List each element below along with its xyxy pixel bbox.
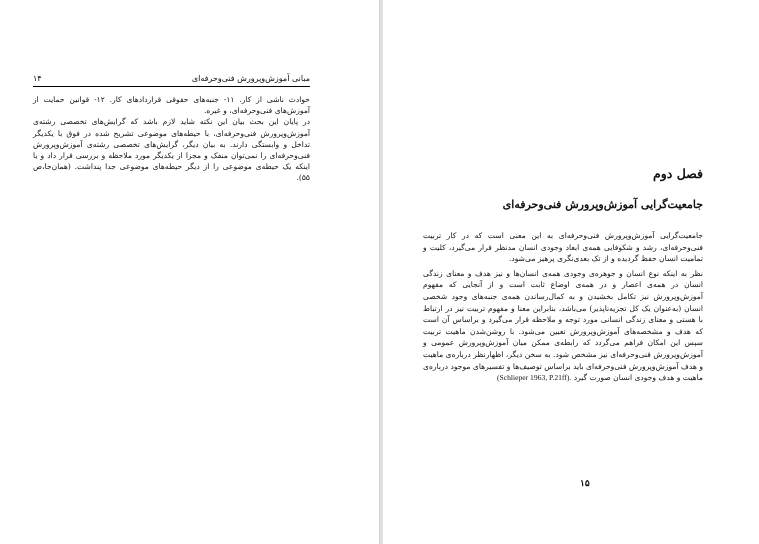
running-head: [33, 74, 310, 87]
paragraph-text: نظر به اینکه نوع انسان و جوهره‌ی وجودی همه‌ی انسان‌ها و نیز هدف و معنای زندگی انسان در همه‌ی اعصار و در همه‌ی اوضاع ثابت است و از آنجایی که مفهوم آموزش‌وپرورش نیز تکامل بخشیدن و به کمال‌رساندن همه‌ی جنبه‌های وجود شخصی انسان (به‌عنوان یک کل تجزیه‌ناپذیر) می‌باشد، بنابراین معنا و مفهوم تربیت نیز در ارتباط با هستی و معنای زندگی انسانی مورد توجه و ملاحظه قرار می‌گیرد و براساس آن است که هدف و مشخصه‌های آموزش‌وپرورش تعیین می‌شود. با روشن‌شدن ماهیت تربیت سپس این امکان فراهم می‌گردد که رابطه‌ی ممکن میان آموزش‌وپرورش عمومی و آموزش‌وپرورش فنی‌وحرفه‌ای نیز مشخص شود. به سخن دیگر، اظهارنظر درباره‌ی ماهیت و هدف آموزش‌وپرورش فنی‌وحرفه‌ای باید براساس توصیف‌ها و تفسیرهای موجود درباره‌ی ماهیت و هدف وجودی انسان صورت گیرد: [423, 268, 703, 383]
paragraph: جامعیت‌گرایی آموزش‌وپرورش فنی‌وحرفه‌ای به این معنی است که در کار تربیت فنی‌وحرفه‌ای، رشد و شکوفایی همه‌ی ابعاد وجودی انسان مدنظر قرار می‌گیرد، کلیت و تمامیت انسان حفظ گردیده و از تک بعدی‌نگری پرهیز می‌شود.: [423, 231, 703, 264]
running-head-title: مبانی آموزش‌وپرورش فنی‌وحرفه‌ای: [191, 74, 310, 83]
chapter-label: فصل دوم: [653, 166, 703, 181]
page-number: ۱۵: [580, 479, 590, 489]
running-head-page-number: ۱۴: [33, 74, 42, 83]
right-page-body: [423, 230, 703, 387]
right-page: [383, 0, 759, 544]
left-page: [0, 0, 379, 544]
paragraph: حوادث ناشی از کار. ۱۱- جنبه‌های حقوقی قراردادهای کار. ۱۲- قوانین حمایت از آموزش‌های فنی‌وحرفه‌ای، و غیره.: [33, 95, 310, 116]
chapter-title: جامعیت‌گرایی آموزش‌وپرورش فنی‌وحرفه‌ای: [502, 198, 703, 211]
paragraph: در پایان این بحث بیان این نکته شاید لازم باشد که گرایش‌های تخصصی رشته‌ی آموزش‌وپرورش فنی‌وحرفه‌ای، با حیطه‌های موضوعی تشریح شده در فوق با یکدیگر تداخل و وابستگی دارند. به بیان دیگر، گرایش‌های تخصصی رشته‌ی آموزش‌وپرورش فنی‌وحرفه‌ای را نمی‌توان منفک و مجزا از یکدیگر مورد ملاحظه و بررسی قرار داد و یا اینکه یک حیطه‌ی موضوعی را از دیگر حیطه‌های موضوعی جدا پنداشت. (همان‌جا،ص ۵۵).: [33, 117, 310, 183]
citation: (Schlieper 1963, P.21ff).: [496, 373, 572, 383]
left-page-body: [33, 94, 310, 184]
paragraph: [423, 268, 703, 384]
